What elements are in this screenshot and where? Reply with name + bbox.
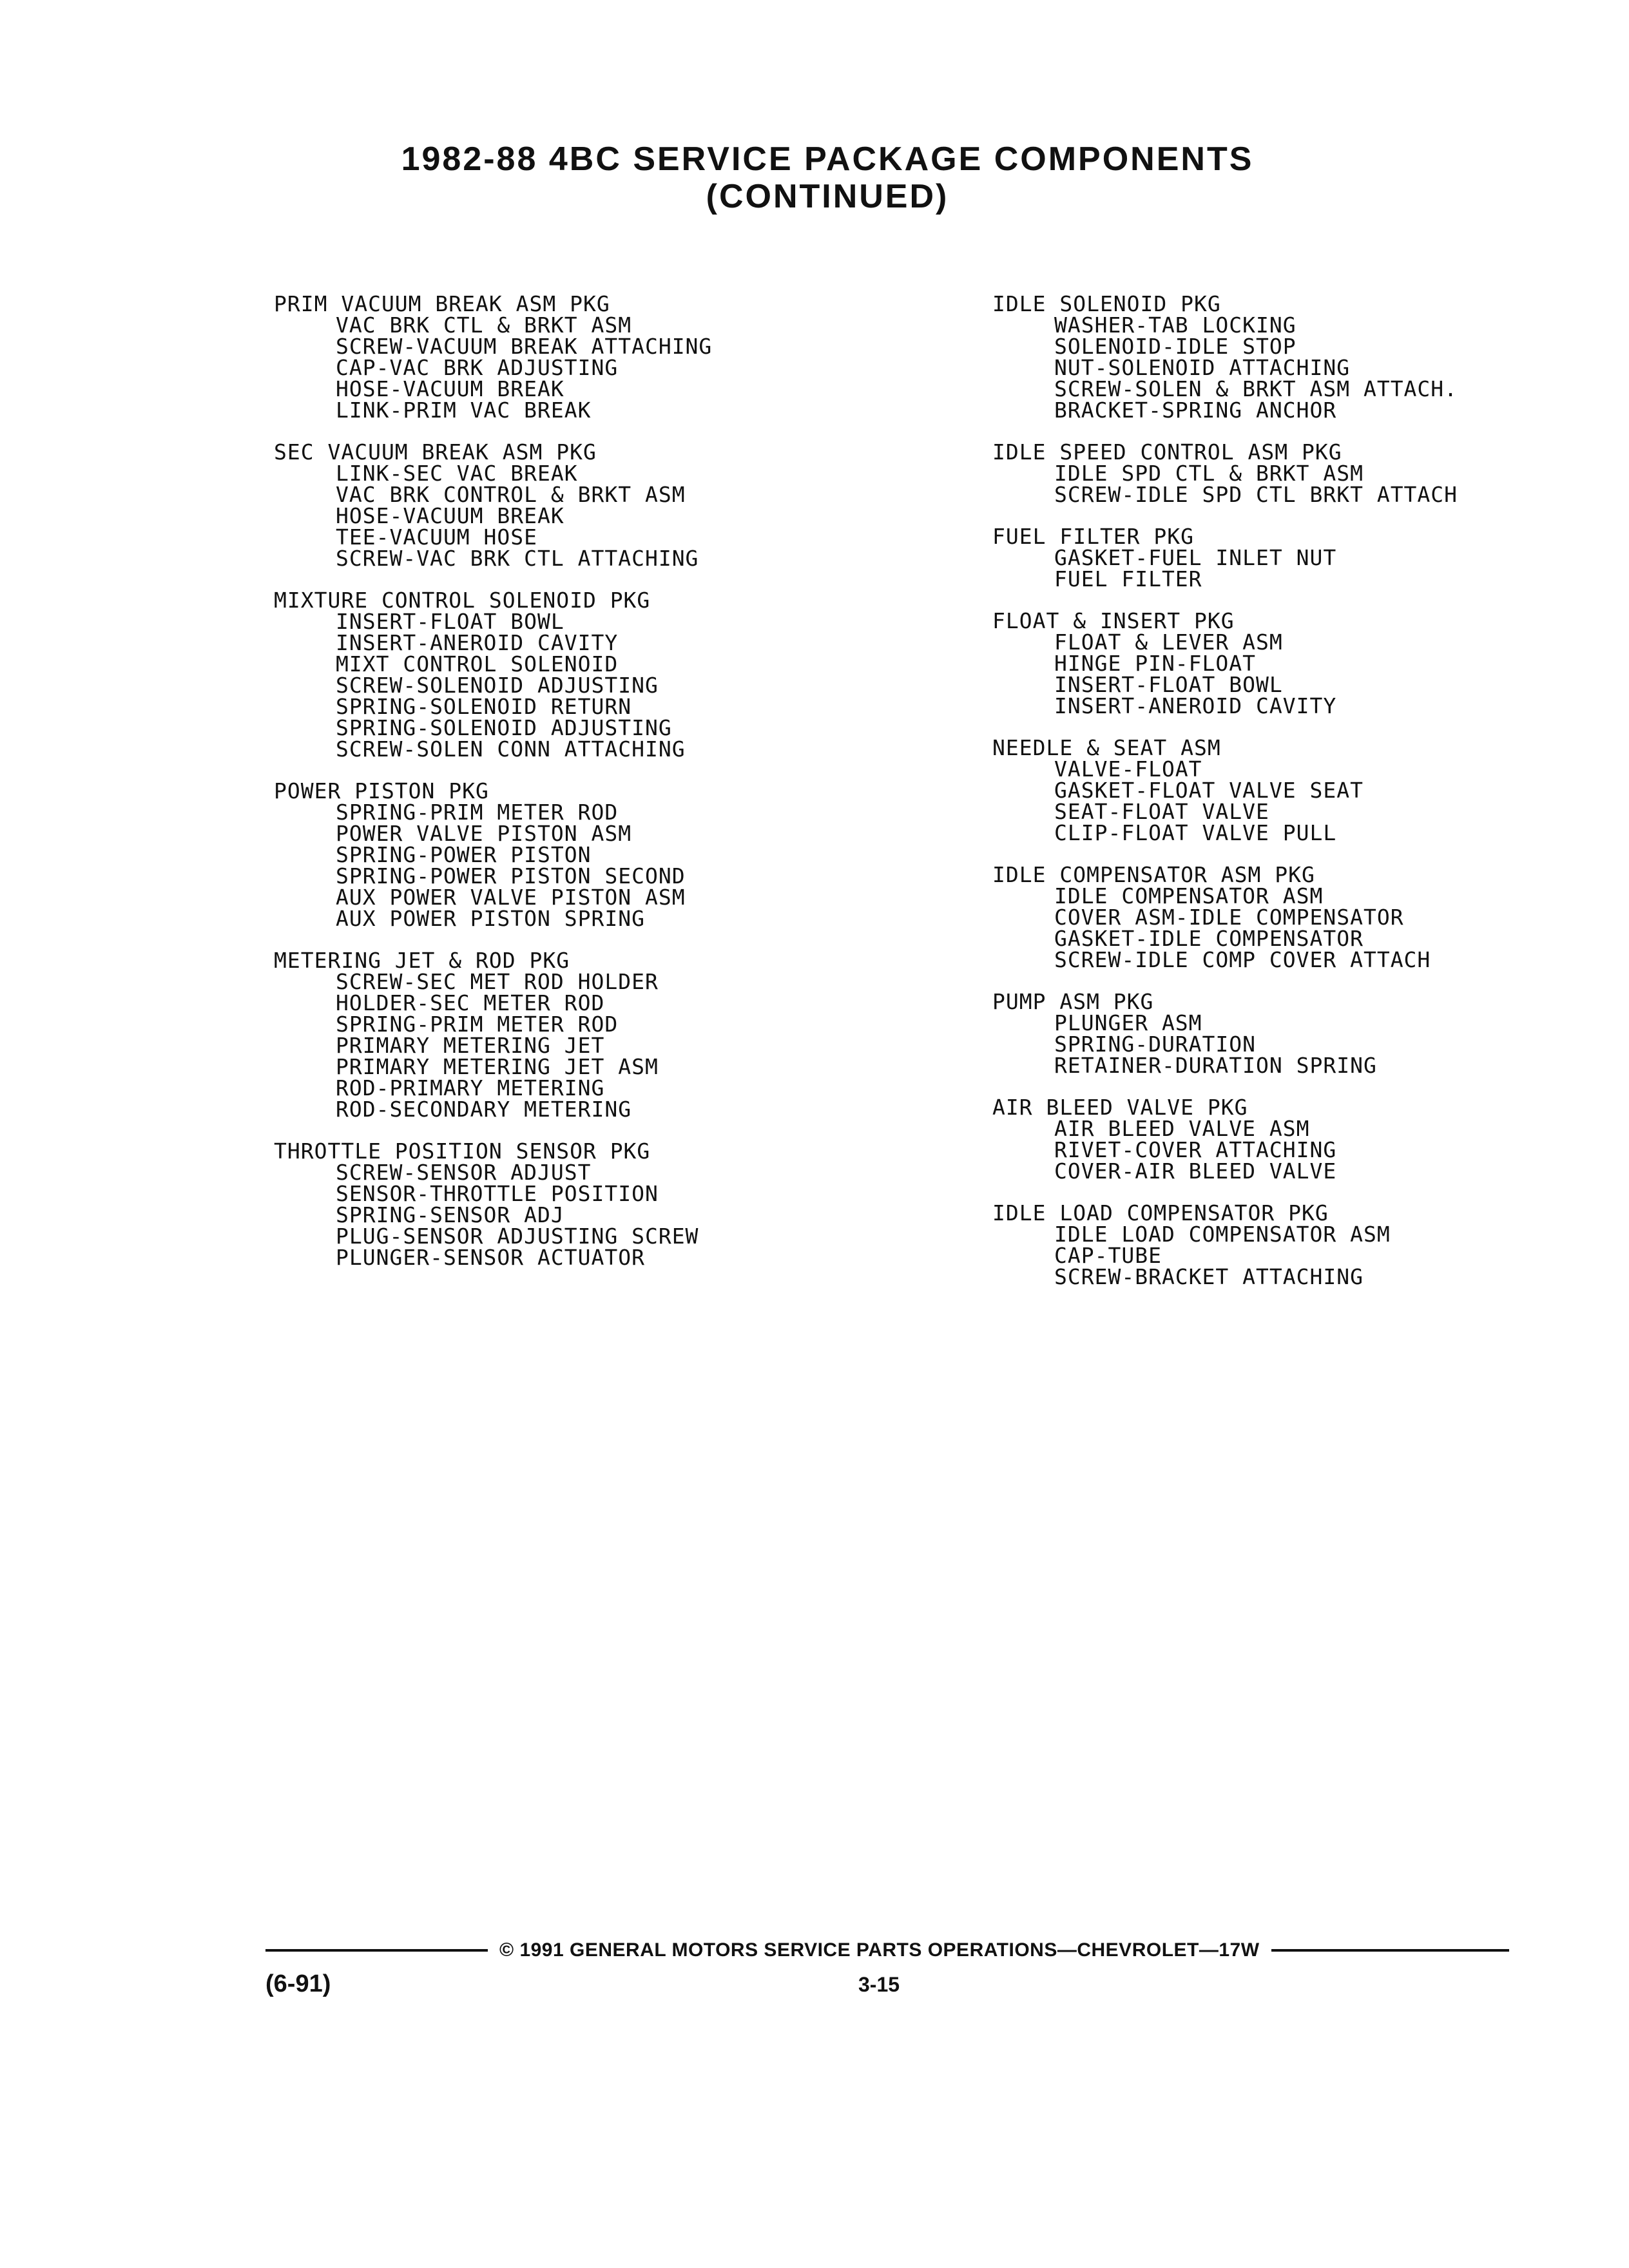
component-item: GASKET-IDLE COMPENSATOR <box>1054 926 1364 951</box>
component-item: CAP-TUBE <box>1054 1243 1162 1268</box>
component-item: HINGE PIN-FLOAT <box>1054 651 1257 676</box>
component-item: SCREW-VAC BRK CTL ATTACHING <box>336 546 699 571</box>
component-item: INSERT-FLOAT BOWL <box>1054 672 1283 697</box>
revision-date-code: (6-91) <box>265 1970 331 1997</box>
component-item: GASKET-FUEL INLET NUT <box>1054 545 1337 570</box>
package-name: IDLE SOLENOID PKG <box>992 291 1221 316</box>
package-block <box>274 950 712 1120</box>
component-item: SCREW-IDLE SPD CTL BRKT ATTACH <box>1054 482 1458 507</box>
component-item: VALVE-FLOAT <box>1054 756 1202 782</box>
page-title <box>0 140 1629 215</box>
page-footer <box>265 1939 1509 1997</box>
package-block <box>992 1097 1458 1182</box>
component-item: SENSOR-THROTTLE POSITION <box>336 1181 659 1206</box>
package-block <box>992 864 1458 970</box>
component-item: SCREW-SENSOR ADJUST <box>336 1160 592 1185</box>
component-item: VAC BRK CONTROL & BRKT ASM <box>336 482 686 507</box>
component-item: LINK-SEC VAC BREAK <box>336 461 578 486</box>
component-item: INSERT-FLOAT BOWL <box>336 609 564 634</box>
component-item: RETAINER-DURATION SPRING <box>1054 1053 1377 1078</box>
component-item: AUX POWER VALVE PISTON ASM <box>336 885 686 910</box>
package-block <box>274 441 712 569</box>
component-item: LINK-PRIM VAC BREAK <box>336 398 592 423</box>
package-name: IDLE COMPENSATOR ASM PKG <box>992 862 1315 887</box>
component-item: IDLE SPD CTL & BRKT ASM <box>1054 461 1364 486</box>
footer-rule-right <box>1271 1949 1509 1952</box>
component-item: SCREW-IDLE COMP COVER ATTACH <box>1054 947 1431 972</box>
package-name: AIR BLEED VALVE PKG <box>992 1095 1248 1120</box>
component-item: SPRING-SOLENOID RETURN <box>336 694 632 719</box>
component-item: CLIP-FLOAT VALVE PULL <box>1054 820 1337 845</box>
component-item: SPRING-PRIM METER ROD <box>336 800 619 825</box>
package-name: IDLE LOAD COMPENSATOR PKG <box>992 1200 1329 1225</box>
package-name: FUEL FILTER PKG <box>992 524 1195 549</box>
component-item: SCREW-SOLEN CONN ATTACHING <box>336 736 686 762</box>
footer-copyright-line <box>265 1939 1509 1961</box>
component-item: SPRING-PRIM METER ROD <box>336 1012 619 1037</box>
component-item: SCREW-SEC MET ROD HOLDER <box>336 969 659 994</box>
component-item: AIR BLEED VALVE ASM <box>1054 1116 1310 1141</box>
component-item: PRIMARY METERING JET ASM <box>336 1054 659 1079</box>
component-item: BRACKET-SPRING ANCHOR <box>1054 398 1337 423</box>
package-name: PRIM VACUUM BREAK ASM PKG <box>274 291 610 316</box>
component-item: PRIMARY METERING JET <box>336 1033 605 1058</box>
component-item: PLUG-SENSOR ADJUSTING SCREW <box>336 1224 699 1249</box>
component-item: HOLDER-SEC METER ROD <box>336 990 605 1015</box>
component-item: SCREW-BRACKET ATTACHING <box>1054 1264 1364 1289</box>
package-block <box>992 1202 1458 1287</box>
component-item: ROD-PRIMARY METERING <box>336 1075 605 1100</box>
package-name: PUMP ASM PKG <box>992 989 1154 1014</box>
package-name: NEEDLE & SEAT ASM <box>992 735 1221 760</box>
component-item: SPRING-DURATION <box>1054 1032 1257 1057</box>
component-item: PLUNGER ASM <box>1054 1010 1202 1035</box>
package-block <box>992 526 1458 590</box>
right-column <box>992 293 1458 1308</box>
package-block <box>274 293 712 421</box>
component-item: IDLE COMPENSATOR ASM <box>1054 883 1324 908</box>
package-name: POWER PISTON PKG <box>274 778 489 803</box>
copyright-text: © 1991 GENERAL MOTORS SERVICE PARTS OPERATIONS—CHEVROLET—17W <box>499 1939 1260 1961</box>
component-item: MIXT CONTROL SOLENOID <box>336 651 619 677</box>
package-name: SEC VACUUM BREAK ASM PKG <box>274 439 597 465</box>
package-name: THROTTLE POSITION SENSOR PKG <box>274 1139 651 1164</box>
component-item: SOLENOID-IDLE STOP <box>1054 334 1296 359</box>
component-item: INSERT-ANEROID CAVITY <box>336 630 619 655</box>
title-line-2: (CONTINUED) <box>706 178 949 215</box>
component-item: SCREW-SOLENOID ADJUSTING <box>336 673 659 698</box>
component-item: VAC BRK CTL & BRKT ASM <box>336 312 632 338</box>
component-item: SPRING-SOLENOID ADJUSTING <box>336 715 672 740</box>
component-item: NUT-SOLENOID ATTACHING <box>1054 355 1351 380</box>
component-item: AUX POWER PISTON SPRING <box>336 906 645 931</box>
component-item: TEE-VACUUM HOSE <box>336 524 538 550</box>
left-column <box>274 293 712 1289</box>
package-name: METERING JET & ROD PKG <box>274 948 570 973</box>
package-block <box>992 293 1458 421</box>
component-item: PLUNGER-SENSOR ACTUATOR <box>336 1245 645 1270</box>
component-item: COVER-AIR BLEED VALVE <box>1054 1158 1337 1184</box>
component-item: POWER VALVE PISTON ASM <box>336 821 632 846</box>
package-name: IDLE SPEED CONTROL ASM PKG <box>992 439 1342 465</box>
component-item: RIVET-COVER ATTACHING <box>1054 1137 1337 1162</box>
component-item: SPRING-POWER PISTON <box>336 842 592 867</box>
component-item: SCREW-SOLEN & BRKT ASM ATTACH. <box>1054 376 1458 401</box>
component-item: SPRING-POWER PISTON SECOND <box>336 863 686 889</box>
package-block <box>992 441 1458 505</box>
package-block <box>274 780 712 929</box>
page-number: 3-15 <box>858 1973 900 1996</box>
footer-rule-left <box>265 1949 488 1952</box>
component-item: INSERT-ANEROID CAVITY <box>1054 693 1337 718</box>
component-item: FLOAT & LEVER ASM <box>1054 629 1283 655</box>
package-block <box>992 737 1458 843</box>
package-block <box>274 590 712 760</box>
component-item: IDLE LOAD COMPENSATOR ASM <box>1054 1222 1391 1247</box>
package-block <box>992 610 1458 716</box>
component-item: WASHER-TAB LOCKING <box>1054 312 1296 338</box>
component-item: HOSE-VACUUM BREAK <box>336 503 564 528</box>
package-name: FLOAT & INSERT PKG <box>992 608 1235 633</box>
component-item: COVER ASM-IDLE COMPENSATOR <box>1054 905 1404 930</box>
component-item: GASKET-FLOAT VALVE SEAT <box>1054 778 1364 803</box>
component-item: SEAT-FLOAT VALVE <box>1054 799 1269 824</box>
component-item: ROD-SECONDARY METERING <box>336 1097 632 1122</box>
component-item: FUEL FILTER <box>1054 566 1202 591</box>
package-block <box>992 991 1458 1076</box>
component-item: CAP-VAC BRK ADJUSTING <box>336 355 619 380</box>
component-item: SCREW-VACUUM BREAK ATTACHING <box>336 334 713 359</box>
component-item: HOSE-VACUUM BREAK <box>336 376 564 401</box>
component-item: SPRING-SENSOR ADJ <box>336 1202 564 1227</box>
title-line-1: 1982-88 4BC SERVICE PACKAGE COMPONENTS <box>401 140 1254 178</box>
package-block <box>274 1140 712 1268</box>
package-name: MIXTURE CONTROL SOLENOID PKG <box>274 588 651 613</box>
